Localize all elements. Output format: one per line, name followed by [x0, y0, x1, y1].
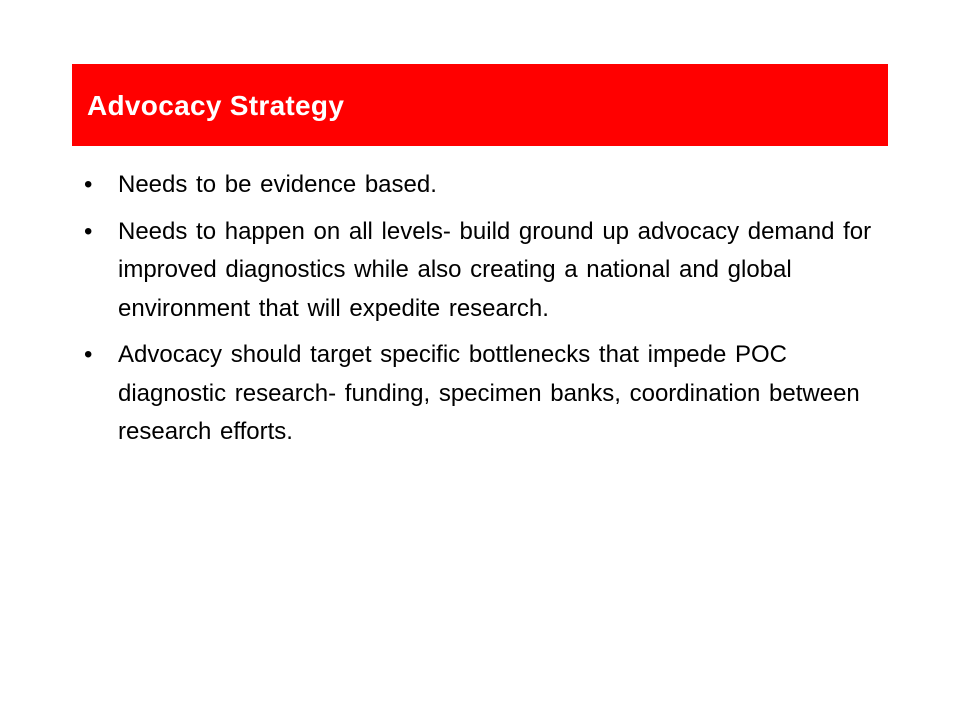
bullet-icon: •: [84, 217, 93, 245]
bullet-list: [84, 166, 874, 460]
bullet-text: Needs to happen on all levels- build ground up advocacy demand for improved diagnostics while also creating a national and global environment that will expedite research.: [118, 217, 872, 322]
bullet-text: Advocacy should target specific bottlenecks that impede POC diagnostic research- funding, specimen banks, coordination between research efforts.: [118, 341, 860, 445]
bullet-icon: •: [84, 341, 93, 368]
bullet-item: [84, 213, 874, 329]
title-bar: [72, 64, 888, 146]
bullet-item: [84, 336, 874, 452]
bullet-text: Needs to be evidence based.: [118, 171, 437, 198]
slide-title: Advocacy Strategy: [87, 90, 345, 121]
bullet-item: [84, 166, 874, 205]
bullet-icon: •: [84, 171, 93, 198]
